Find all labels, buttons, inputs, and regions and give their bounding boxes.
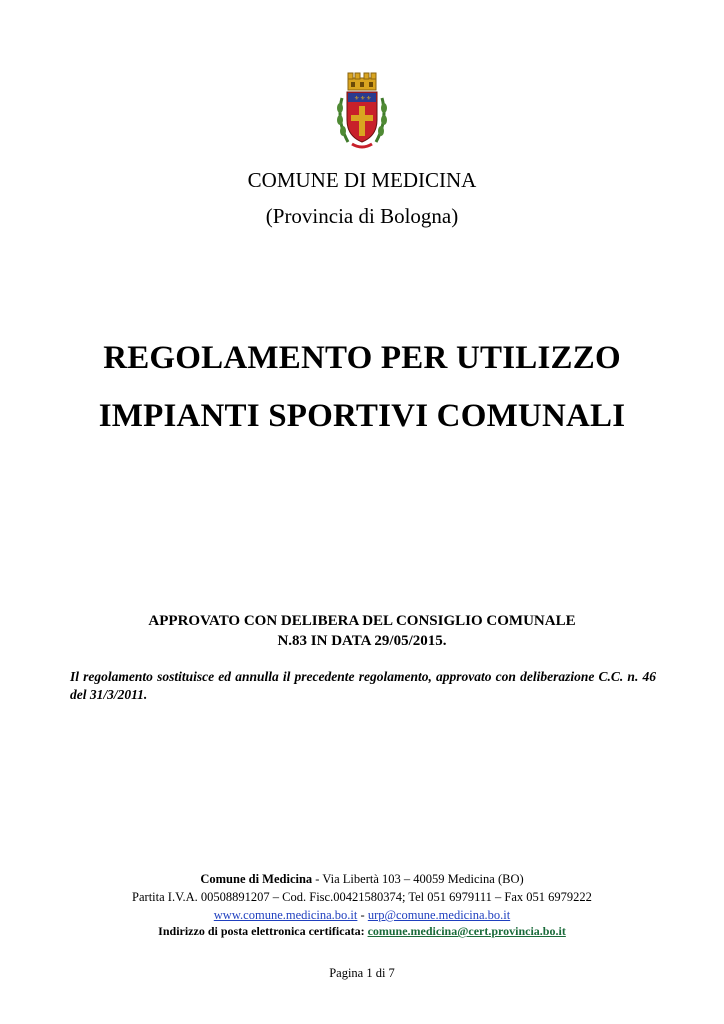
coat-of-arms-icon [334, 68, 390, 152]
website-link[interactable]: www.comune.medicina.bo.it [213, 908, 358, 922]
replacement-note: Il regolamento sostituisce ed annulla il precedente regolamento, approvato con deliberazione C.C. n. 46 del 31/3/2011. [70, 669, 656, 702]
approval-line-1: APPROVATO CON DELIBERA DEL CONSIGLIO COMUNALE [148, 613, 576, 629]
footer-address: - Via Libertà 103 – 40059 Medicina (BO) [312, 872, 524, 886]
footer-separator: - [357, 908, 368, 922]
footer-municipality-name: Comune di Medicina [200, 872, 313, 886]
province-name: (Provincia di Bologna) [265, 204, 459, 228]
svg-text:⚜: ⚜ [354, 95, 360, 102]
document-title-line-2: IMPIANTI SPORTIVI COMUNALI [98, 398, 626, 434]
email-link[interactable]: urp@comune.medicina.bo.it [367, 908, 511, 922]
svg-text:⚜: ⚜ [366, 95, 372, 102]
document-title-line-1: REGOLAMENTO PER UTILIZZO [103, 340, 621, 376]
footer-fiscal-line: Partita I.V.A. 00508891207 – Cod. Fisc.00421580374; Tel 051 6979111 – Fax 051 6979222 [132, 890, 592, 904]
pec-link[interactable]: comune.medicina@cert.provincia.bo.it [367, 924, 566, 938]
footer-pec-line [0, 922, 724, 940]
svg-text:⚜: ⚜ [360, 95, 366, 102]
approval-line-2: N.83 IN DATA 29/05/2015. [277, 633, 447, 649]
page-number: Pagina 1 di 7 [329, 966, 395, 980]
municipality-name: COMUNE DI MEDICINA [247, 168, 477, 192]
footer-address-line [0, 870, 724, 888]
pec-label: Indirizzo di posta elettronica certificata: [158, 924, 368, 938]
